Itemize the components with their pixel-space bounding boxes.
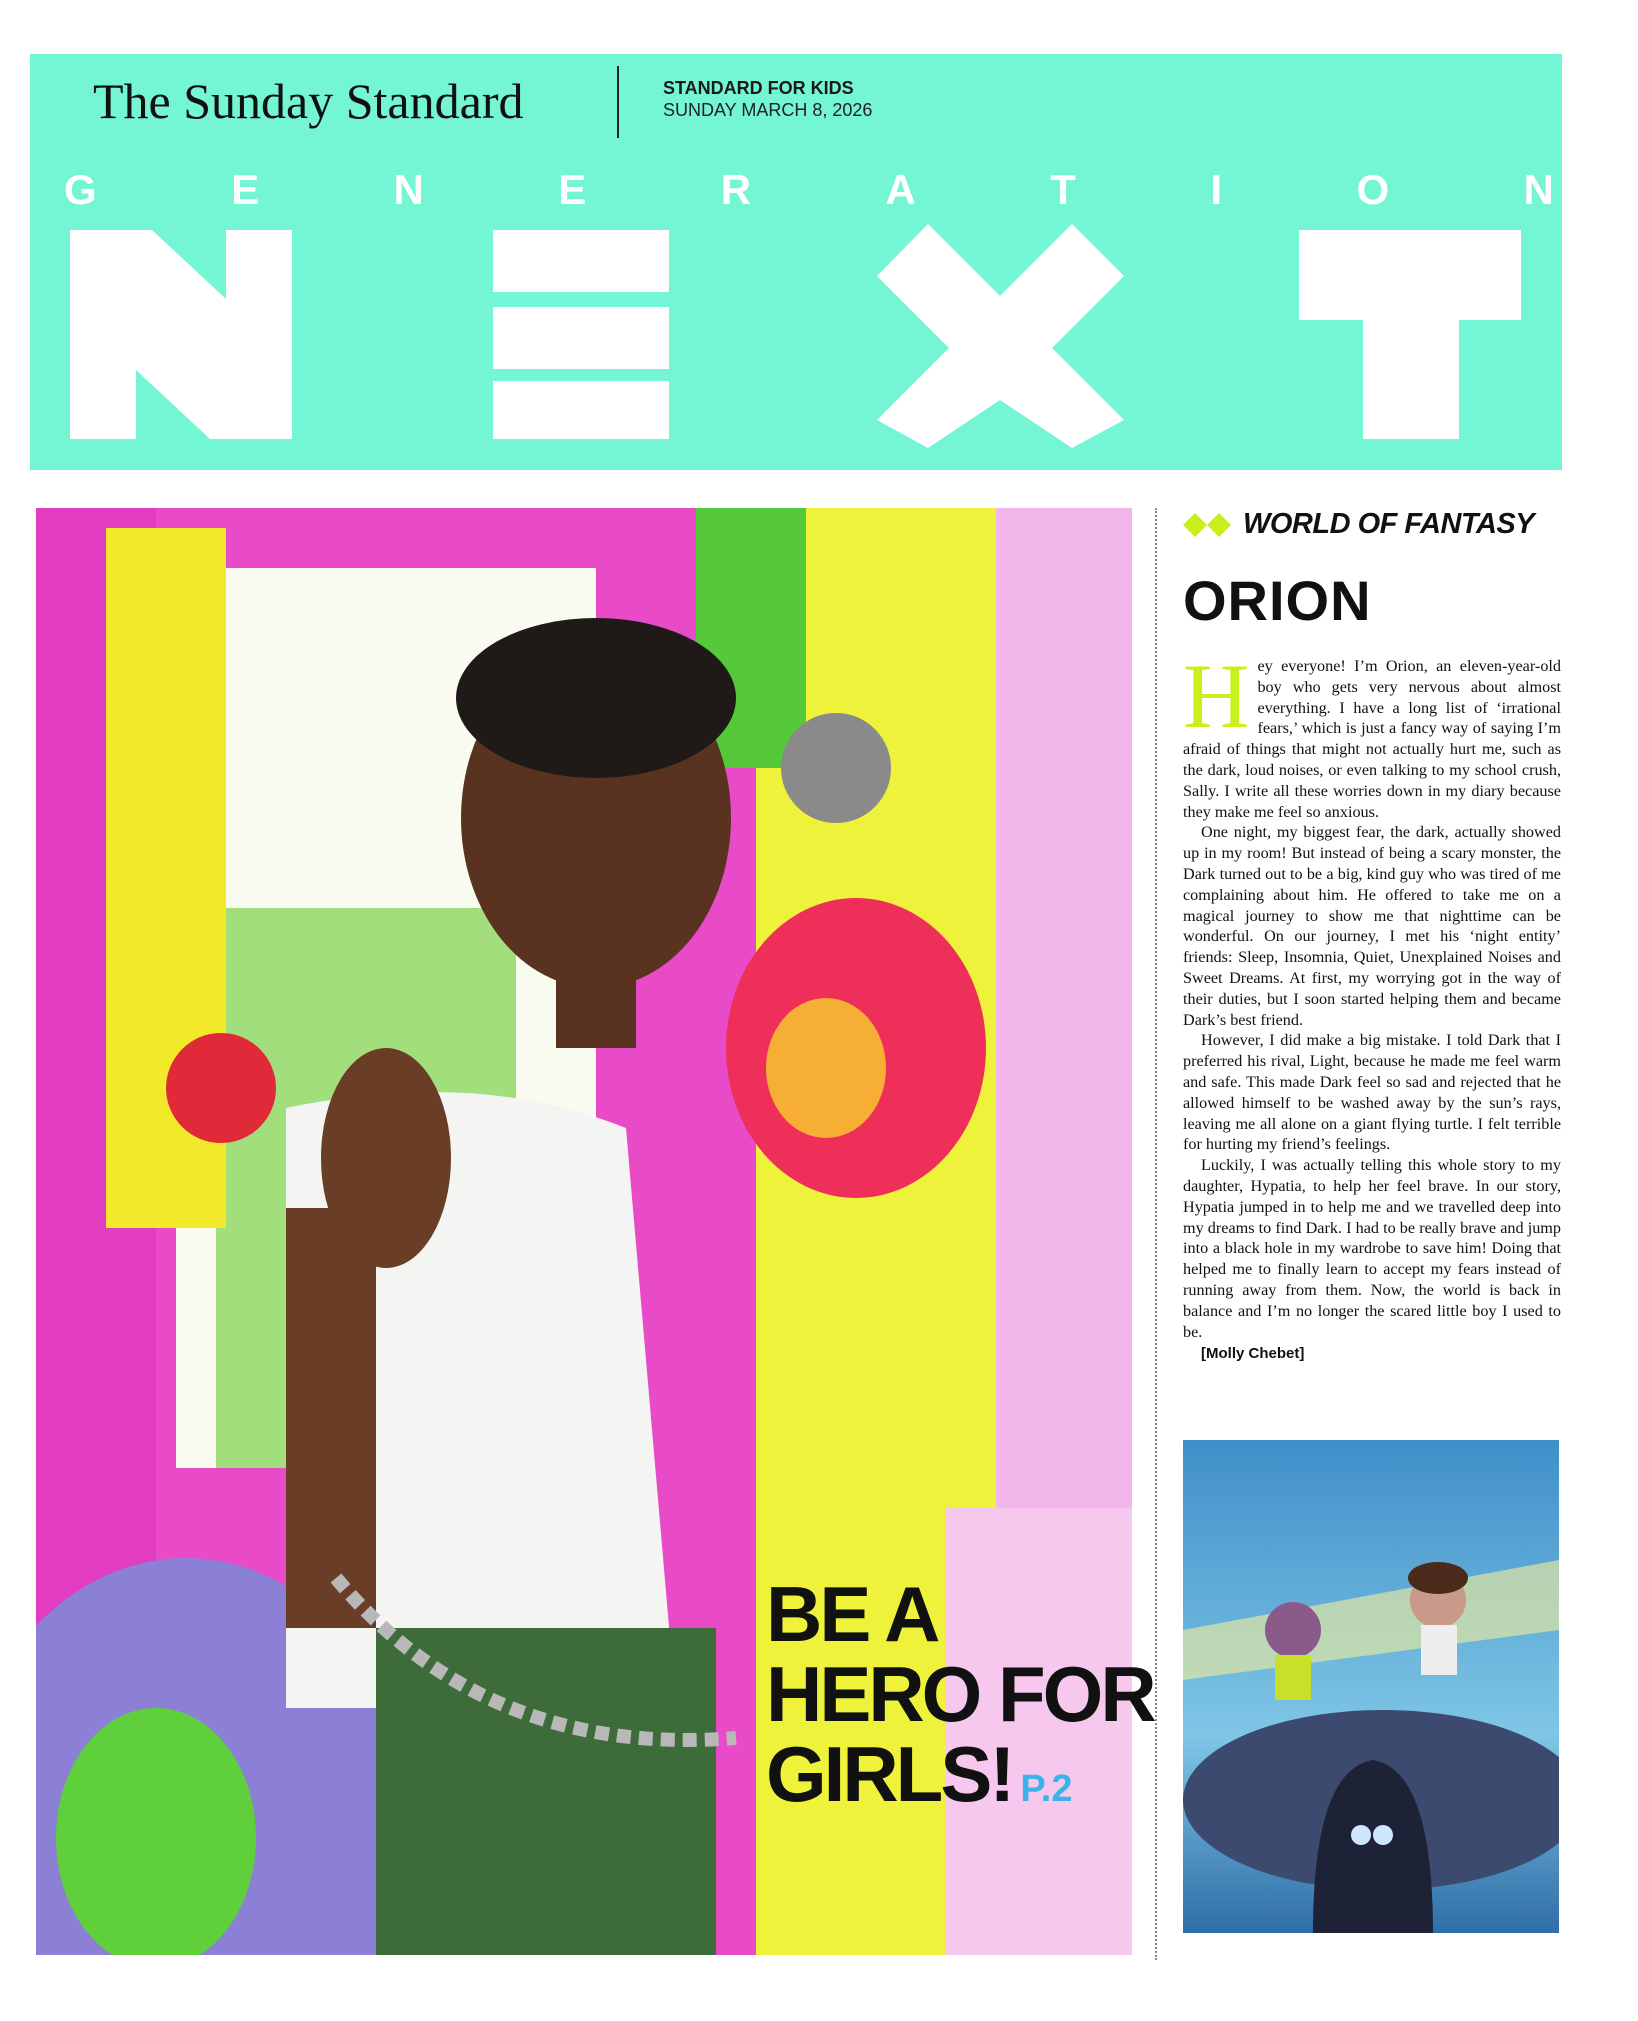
letter: N (1523, 166, 1554, 213)
letter: E (558, 166, 587, 213)
letter: N (393, 166, 424, 213)
letter: E (231, 166, 260, 213)
paper-name: The Sunday Standard (93, 73, 524, 129)
movie-still-image (1183, 1440, 1559, 1933)
letter: O (1356, 166, 1390, 213)
page-reference[interactable]: P.2 (1020, 1768, 1073, 1810)
paragraph: One night, my biggest fear, the dark, actually showed up in my room! But instead of being a scary monster, the Dark turned out to be a big, kind guy who was tired of me complaining about him. He offered to take me on a magical journey to show me that nighttime can be wonderful. On our journey, I met his ‘night entity’ friends: Sleep, Insomnia, Quiet, Unexplained Noises and Sweet Dreams. At first, my worrying got in the way of their duties, but I soon started helping them and became Dark’s best friend. (1183, 823, 1561, 1029)
drop-cap: H (1183, 645, 1250, 747)
letter: G (64, 166, 97, 213)
headline-line: GIRLS! (766, 1730, 1013, 1818)
paragraph: Luckily, I was actually telling this whole story to my daughter, Hypatia, to help her feel brave. In our story, Hypatia jumped in to help me and we travelled deep into my dreams to find Dark. I had to be really brave and jump into a black hole in my wardrobe to save him! Doing that helped me to finally learn to accept my fears instead of running away from them. Now, the world is back in balance and I’m no longer the scared little boy I used to be. (1183, 1156, 1561, 1341)
article-title: ORION (1183, 569, 1372, 632)
section-header (1183, 508, 1534, 541)
letter: R (720, 166, 752, 213)
article-body (1183, 645, 1561, 1365)
masthead (30, 54, 1562, 470)
byline: [Molly Chebet] (1201, 1345, 1305, 1363)
paragraph: ey everyone! I’m Orion, an eleven-year-old boy who gets very nervous about almost everything. I have a long list of ‘irrational fears,’ which is just a fancy way of saying I’m afraid of things that might not actually hurt me, such as the dark, loud noises, or even talking to my school crush, Sally. I write all these worries down in my diary because they make me feel so anxious. (1183, 657, 1561, 821)
section-label: WORLD OF FANTASY (1243, 508, 1535, 540)
next-wordmark-logo (30, 54, 1562, 470)
column-divider (1155, 508, 1157, 1960)
paragraph: However, I did make a big mistake. I told Dark that I preferred his rival, Light, because he made me feel warm and safe. This made Dark feel so sad and rejected that he allowed himself to be washed away by the sun’s rays, leaving me all alone on a giant flying turtle. I felt terrible for hurting my friend’s feelings. (1183, 1031, 1561, 1154)
issue-date: SUNDAY MARCH 8, 2026 (663, 100, 873, 120)
animated-characters-image (1183, 1440, 1559, 1933)
letter: I (1210, 166, 1223, 213)
cover-headline[interactable] (766, 1570, 1154, 1829)
double-chevron-icon (1183, 513, 1233, 537)
letter: A (885, 166, 916, 213)
section-name: STANDARD FOR KIDS (663, 78, 854, 98)
letter: T (1050, 166, 1076, 213)
headline-line: BE A (766, 1570, 938, 1658)
headline-line: HERO FOR (766, 1650, 1154, 1738)
